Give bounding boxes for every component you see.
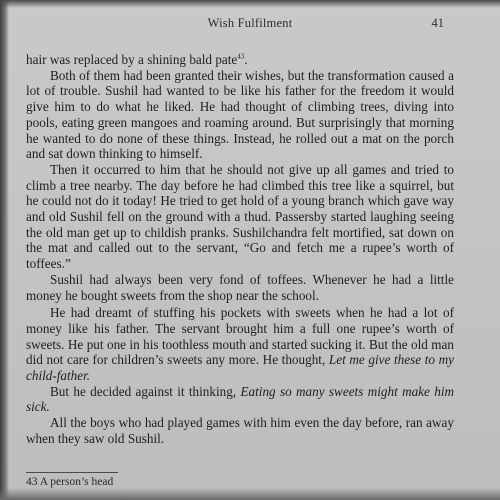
page-bottom-shadow <box>0 488 500 500</box>
page-header <box>0 16 500 34</box>
page-left-shadow <box>0 0 9 500</box>
paragraph-2: Both of them had been granted their wishes, but the transformation caused a lot of trouble. Sushil had wanted to be like his father for the freedom it would give him to do what he liked. He had thought of climbing trees, diving into pools, eating green mangoes and roaming around. But surprisingly that morning he wanted to do none of these things. Instead, he rolled out a mat on the porch and sat down thinking to himself. <box>26 67 454 162</box>
paragraph-6-text: But he decided against it thinking, <box>50 383 237 399</box>
body-text <box>26 52 454 447</box>
paragraph-5-text: He had dreamt of stuffing his pockets with sweets when he had a lot of money like his father. The servant brought him a full one rupee’s worth of sweets. He put one in his toothless mouth and started sucking it. But the old man did not care for children’s sweets any more. He thought, <box>26 305 454 368</box>
footnote-ref: 43 <box>237 52 245 61</box>
page-number: 41 <box>431 16 444 30</box>
page-top-shadow <box>0 0 500 8</box>
paragraph-6 <box>26 384 454 415</box>
paragraph-7: All the boys who had played games with him even the day before, ran away when they saw old Sushil. <box>26 415 454 446</box>
paragraph-6-italic: Eating so many sweets might make him sick. <box>26 383 455 415</box>
paragraph-5-italic: Let me give these to my child-father. <box>26 352 454 384</box>
paragraph-1-text: hair was replaced by a shining bald pate <box>26 52 238 67</box>
running-title: Wish Fulfilment <box>207 16 293 30</box>
paragraph-1-end: . <box>244 52 248 67</box>
footnote-number: 43 <box>26 476 38 488</box>
footnote-text: A person’s head <box>39 476 114 488</box>
paragraph-5 <box>26 305 454 384</box>
paragraph-1 <box>26 52 454 68</box>
paragraph-4: Sushil had always been very fond of toffees. Whenever he had a little money he bought sweets from the shop near the school. <box>26 271 454 303</box>
footnote-divider <box>26 472 118 473</box>
footnote <box>26 476 113 488</box>
paragraph-3: Then it occurred to him that he should not give up all games and tried to climb a tree nearby. The day before he had climbed this tree like a squirrel, but he could not do it today! He tried to get hold of a young branch which gave way and old Sushil fell on the ground with a thud. Passersby started laughing seeing the old man get up to childish pranks. Sushilchandra felt mortified, sat down on the mat and called out to the servant, “Go and fetch me a rupee’s worth of toffees.” <box>26 161 454 272</box>
